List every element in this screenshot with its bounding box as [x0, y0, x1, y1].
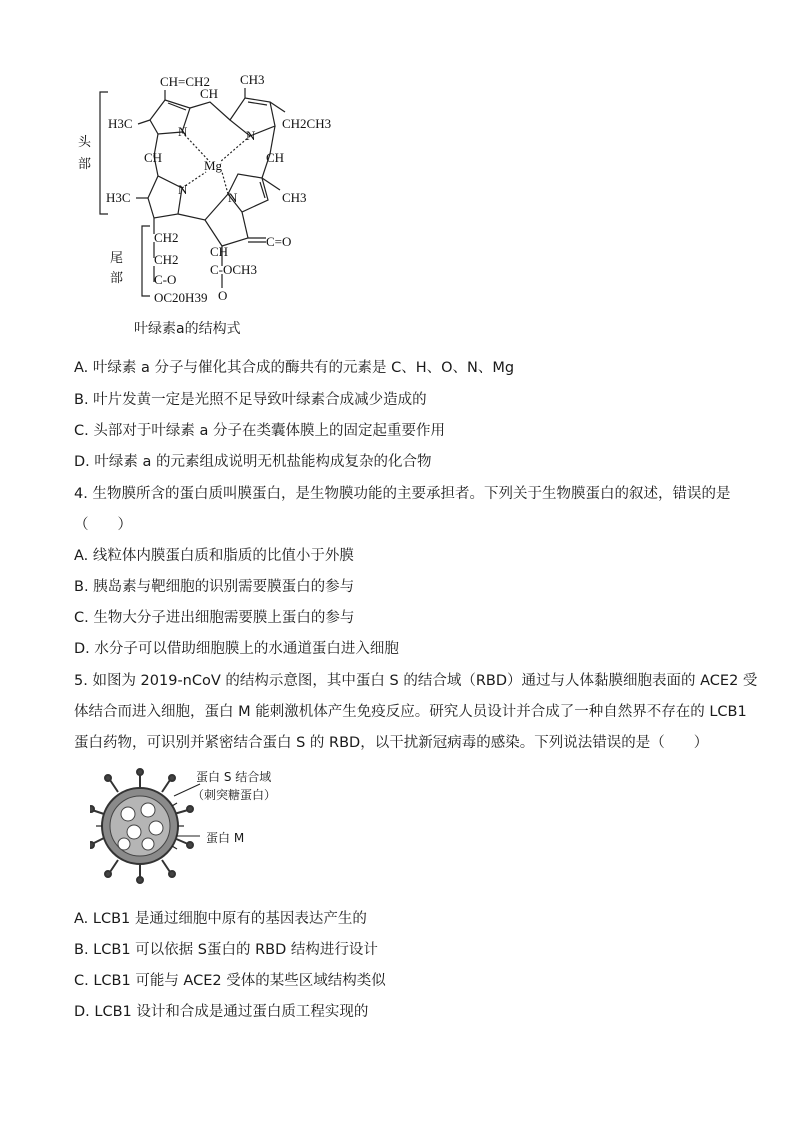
- q4-option-b: B. 胰岛素与靶细胞的识别需要膜蛋白的参与: [74, 579, 355, 595]
- atom-n4: N: [228, 190, 238, 205]
- q5-option-c: C. LCB1 可能与 ACE2 受体的某些区域结构类似: [74, 973, 386, 989]
- q3-option-b: B. 叶片发黄一定是光照不足导致叶绿素合成减少造成的: [74, 392, 427, 408]
- head-label-1: 头: [78, 135, 92, 150]
- atom-mg: Mg: [204, 158, 223, 173]
- figure1-caption: 叶绿素a的结构式: [134, 321, 241, 337]
- atom-ch-right: CH: [266, 150, 285, 165]
- atom-h3c-left: H3C: [108, 116, 133, 131]
- atom-ch3-right: CH3: [282, 190, 307, 205]
- q4-stem: 4. 生物膜所含的蛋白质叫膜蛋白，是生物膜功能的主要承担者。下列关于生物膜蛋白的叙述，错误的是: [74, 486, 731, 502]
- q5-stem-line-1: 5. 如图为 2019-nCoV 的结构示意图，其中蛋白 S 的结合域（RBD）通过与人体黏膜细胞表面的 ACE2 受: [74, 673, 758, 689]
- q3-option-d: D. 叶绿素 a 的元素组成说明无机盐能构成复杂的化合物: [74, 454, 432, 470]
- atom-ch2ch3: CH2CH3: [282, 116, 332, 131]
- q3-option-c: C. 头部对于叶绿素 a 分子在类囊体膜上的固定起重要作用: [74, 423, 445, 439]
- head-label-2: 部: [78, 157, 92, 172]
- q5-option-d: D. LCB1 设计和合成是通过蛋白质工程实现的: [74, 1004, 369, 1020]
- s-domain-sublabel: （刺突糖蛋白）: [192, 788, 277, 802]
- atom-ch2-a: CH2: [154, 230, 179, 245]
- atom-ch-ring: CH: [210, 244, 229, 259]
- q5-option-a: A. LCB1 是通过细胞中原有的基因表达产生的: [74, 911, 367, 927]
- atom-h3c-left2: H3C: [106, 190, 131, 205]
- atom-n1: N: [178, 124, 188, 139]
- q3-option-a: A. 叶绿素 a 分子与催化其合成的酶共有的元素是 C、H、O、N、Mg: [74, 360, 515, 376]
- atom-oc20h39: OC20H39: [154, 290, 208, 305]
- atom-ch-left: CH: [144, 150, 163, 165]
- tail-label-1: 尾: [110, 251, 124, 266]
- s-domain-label: 蛋白 S 结合域: [196, 770, 272, 784]
- q5-stem-line-3: 蛋白药物，可识别并紧密结合蛋白 S 的 RBD，以干扰新冠病毒的感染。下列说法错误的是（ ）: [74, 735, 709, 751]
- q5-stem-line-2: 体结合而进入细胞，蛋白 M 能刺激机体产生免疫反应。研究人员设计并合成了一种自然界不存在的 LCB1: [74, 704, 747, 720]
- chlorophyll-structure-diagram: [70, 70, 370, 310]
- q4-option-d: D. 水分子可以借助细胞膜上的水通道蛋白进入细胞: [74, 641, 399, 657]
- atom-c-o: C-O: [154, 272, 177, 287]
- protein-m-label: 蛋白 M: [206, 831, 245, 845]
- atom-vinyl: CH=CH2: [160, 74, 210, 89]
- tail-label-2: 部: [110, 271, 124, 286]
- atom-ester-o2: O: [218, 288, 228, 303]
- atom-ch-top: CH: [200, 86, 219, 101]
- atom-n3: N: [178, 182, 188, 197]
- q4-option-a: A. 线粒体内膜蛋白质和脂质的比值小于外膜: [74, 548, 354, 564]
- atom-n2: N: [246, 128, 256, 143]
- q4-paren: （ ）: [74, 517, 132, 533]
- chlorophyll-figure: [70, 70, 370, 310]
- atom-c-och3: C-OCH3: [210, 262, 257, 277]
- q4-option-c: C. 生物大分子进出细胞需要膜上蛋白的参与: [74, 610, 355, 626]
- atom-ch3-top: CH3: [240, 72, 265, 87]
- atom-ch2-b: CH2: [154, 252, 179, 267]
- q5-option-b: B. LCB1 可以依据 S蛋白的 RBD 结构进行设计: [74, 942, 378, 958]
- atom-c-eq-o: C=O: [266, 234, 292, 249]
